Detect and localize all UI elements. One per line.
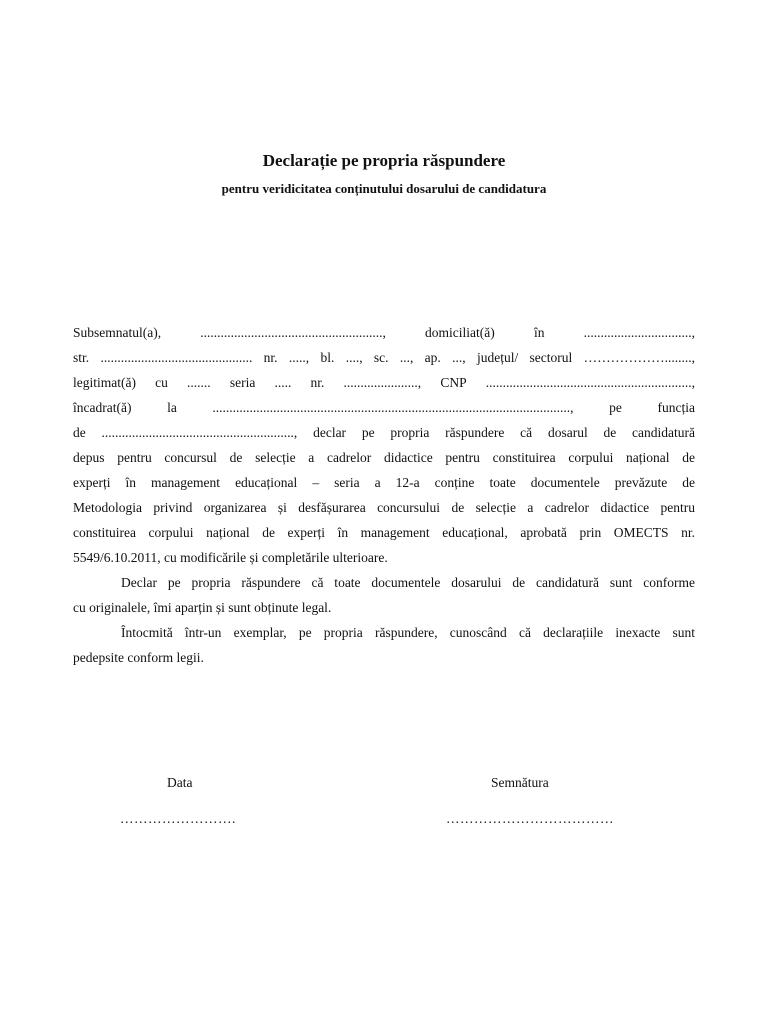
form-text: str. xyxy=(73,350,90,365)
form-text: sc. xyxy=(373,350,389,365)
form-line xyxy=(73,345,695,370)
fill-in-field[interactable]: ..... xyxy=(274,375,292,390)
form-text: bl. xyxy=(320,350,335,365)
fill-in-field[interactable]: ....... xyxy=(187,375,211,390)
date-label: Data xyxy=(167,775,193,790)
paragraph-line: 5549/6.10.2011, cu modificările și completările ulterioare. xyxy=(73,550,388,565)
document-subtitle: pentru veridicitatea conținutului dosarului de candidatura xyxy=(221,181,547,196)
form-text: CNP xyxy=(440,375,467,390)
document-title: Declarație pe propria răspundere xyxy=(262,151,506,170)
fill-in-field[interactable]: ...., xyxy=(345,350,363,365)
form-line xyxy=(73,395,695,420)
form-text: la xyxy=(167,400,177,415)
fill-in-field[interactable]: ................................, xyxy=(583,325,695,340)
fill-in-field[interactable]: ....., xyxy=(288,350,310,365)
signature-label: Semnătura xyxy=(491,775,549,790)
form-line xyxy=(73,320,695,345)
paragraph-line: de ........................................................., declar pe propria răspundere că dosarul de candidatură xyxy=(73,425,695,440)
form-text: în xyxy=(533,325,545,340)
form-line xyxy=(73,370,695,395)
signature-field[interactable]: ……………………………… xyxy=(446,811,614,826)
form-text: cu xyxy=(155,375,168,390)
declaration-paragraph xyxy=(73,420,695,570)
form-text: ap. xyxy=(424,350,441,365)
fill-in-field[interactable]: ..., xyxy=(399,350,414,365)
form-text: nr. xyxy=(263,350,278,365)
form-text: sectorul xyxy=(529,350,573,365)
date-field[interactable]: ……………………. xyxy=(120,811,236,826)
paragraph-line: experți în management educațional – seria a 12-a conține toate documentele prevăzute de xyxy=(73,475,695,490)
form-text: Subsemnatul(a), xyxy=(73,325,162,340)
form-text: legitimat(ă) xyxy=(73,375,136,390)
form-text: nr. xyxy=(310,375,325,390)
form-text: pe xyxy=(609,400,622,415)
paragraph-line: cu originalele, îmi aparțin și sunt obținute legal. xyxy=(73,600,332,615)
form-text: încadrat(ă) xyxy=(73,400,132,415)
paragraph-line: Întocmită într-un exemplar, pe propria răspundere, cunoscând că declarațiile inexacte sunt xyxy=(121,625,695,640)
form-text: județul/ xyxy=(476,350,519,365)
fill-in-field[interactable]: ......................................................, xyxy=(200,325,386,340)
form-text: seria xyxy=(229,375,256,390)
fill-in-field[interactable]: ......................, xyxy=(343,375,422,390)
closing-paragraph xyxy=(73,620,695,670)
fill-in-field[interactable]: ............................................................., xyxy=(485,375,695,390)
form-text: funcția xyxy=(657,400,695,415)
form-fields-block xyxy=(73,320,695,420)
paragraph-line: Declar pe propria răspundere că toate documentele dosarului de candidatură sunt conforme xyxy=(121,575,695,590)
fill-in-field[interactable]: ............................................. xyxy=(100,350,253,365)
paragraph-line: depus pentru concursul de selecție a cadrelor didactice pentru constituirea corpului național de xyxy=(73,450,695,465)
conformity-paragraph xyxy=(73,570,695,620)
paragraph-line: Metodologia privind organizarea și desfășurarea concursului de selecție a cadrelor didactice pentru xyxy=(73,500,695,515)
document-body xyxy=(73,320,695,670)
form-text: domiciliat(ă) xyxy=(425,325,495,340)
paragraph-line: constituirea corpului național de experți în management educațional, aprobată prin OMECTS nr. xyxy=(73,525,695,540)
paragraph-line: pedepsite conform legii. xyxy=(73,650,204,665)
fill-in-field[interactable]: ..., xyxy=(452,350,466,365)
fill-in-field[interactable]: .........................................................................................................., xyxy=(212,400,574,415)
fill-in-field[interactable]: ………………........, xyxy=(583,350,695,365)
